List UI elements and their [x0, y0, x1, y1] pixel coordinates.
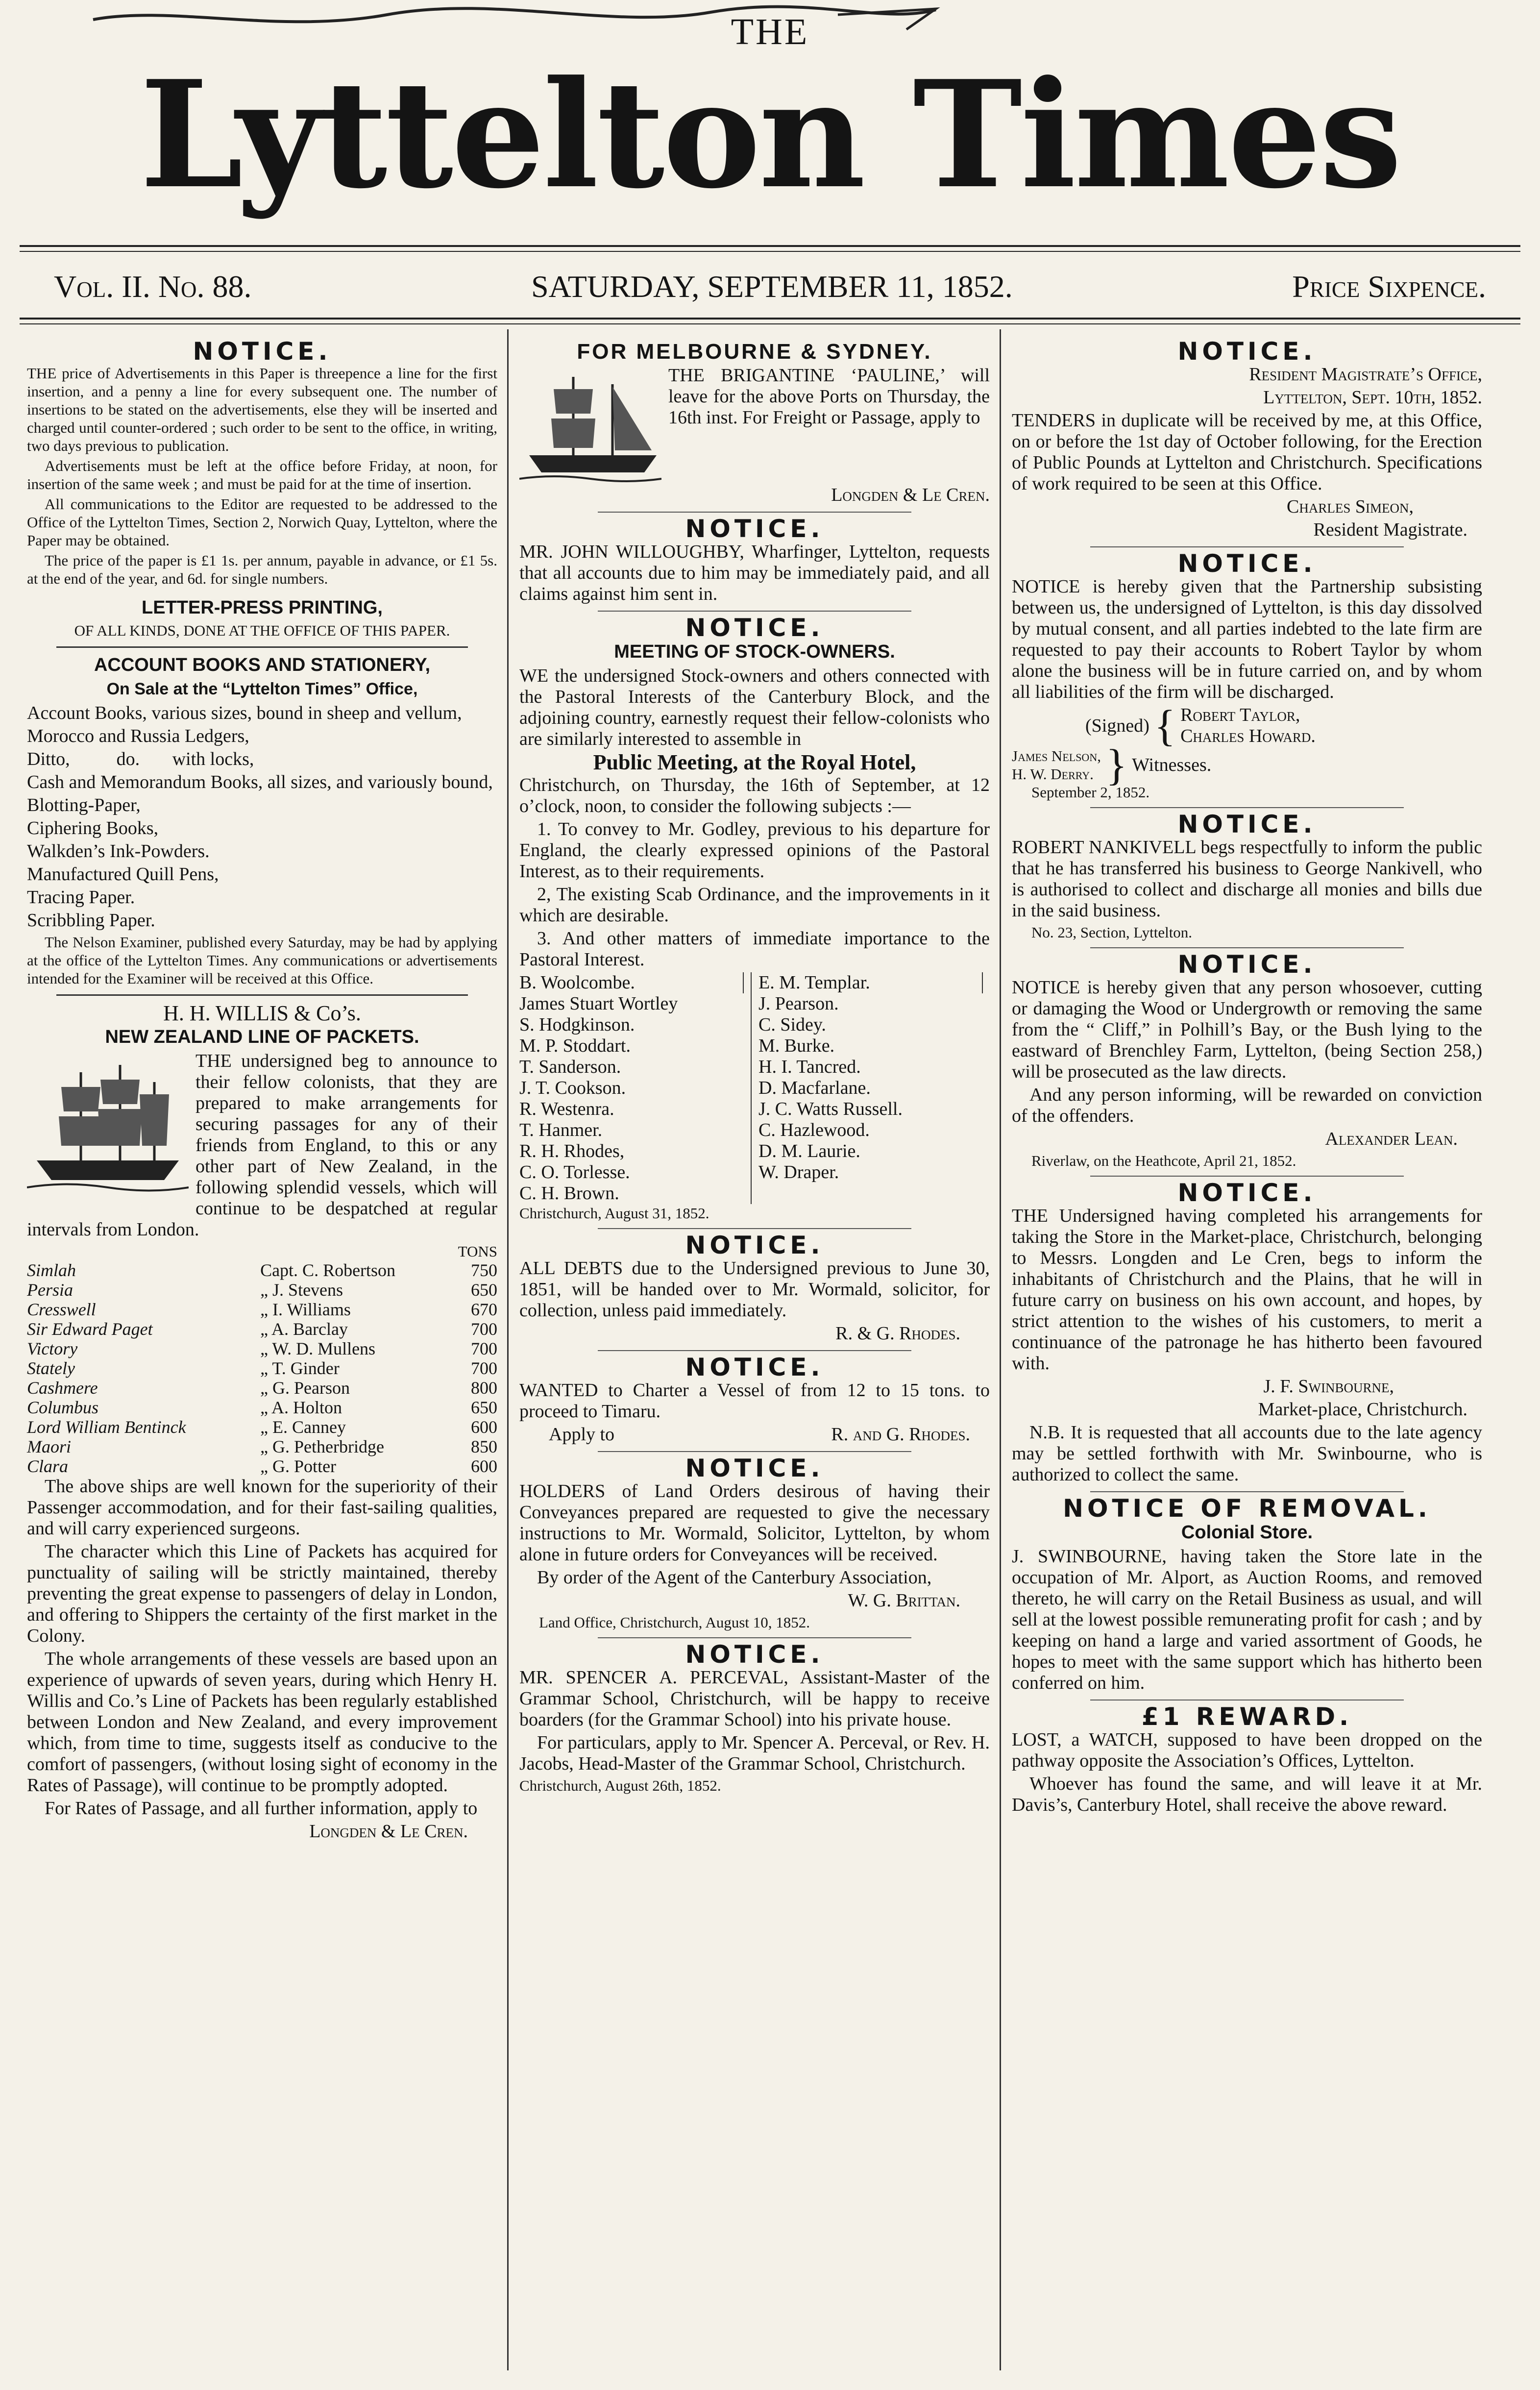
reward-heading: £1 REWARD.: [1141, 1702, 1353, 1731]
signatory-name: C. Hazlewood.: [758, 1120, 870, 1140]
separator: [1090, 1491, 1404, 1492]
list-item: Morocco and Russia Ledgers,: [27, 726, 249, 746]
nankivell-address: No. 23, Section, Lyttelton.: [1031, 924, 1193, 941]
books-heading: ACCOUNT BOOKS AND STATIONERY,: [94, 655, 431, 675]
stock-owners-heading: MEETING OF STOCK-OWNERS.: [614, 641, 895, 662]
signatory-name: James Stuart Wortley: [519, 993, 678, 1014]
signatory-name: J. T. Cookson.: [519, 1078, 626, 1098]
signatory-name: J. Pearson.: [758, 993, 839, 1014]
column-divider: [507, 329, 509, 2370]
list-item: Scribbling Paper.: [27, 910, 155, 931]
separator: [598, 1637, 911, 1638]
list-item: Ciphering Books,: [27, 818, 159, 838]
sailing-ship-icon: [27, 1053, 189, 1200]
issue-price: Price Sixpence.: [1292, 269, 1486, 304]
store-signature: J. F. Swinbourne,: [1263, 1376, 1394, 1397]
willoughby-notice: MR. JOHN WILLOUGHBY, Wharfinger, Lyttelton, requests that all accounts due to him may be immediately paid, and all claims against him sent in.: [519, 542, 990, 604]
fleet-tons: 700: [471, 1339, 497, 1358]
list-item: Account Books, various sizes, bound in sheep and vellum,: [27, 703, 462, 723]
printing-subheading: OF ALL KINDS, DONE AT THE OFFICE OF THIS PAPER.: [74, 622, 450, 639]
separator: [1090, 1176, 1404, 1177]
willis-character-paragraph: The character which this Line of Packets has acquired for punctuality of sailing will be strictly maintained, thereby preventing the great expense to passengers of delay in London, and offering to Shippers the certainty of the first market in the Colony.: [27, 1541, 497, 1646]
notice-heading: NOTICE.: [685, 1231, 824, 1259]
separator: [598, 512, 911, 513]
editor-communications: All communications to the Editor are requested to be addressed to the Office of the Lyttelton Times, Section 2, Norwich Quay, Lyttelton, where the Paper may be obtained.: [27, 495, 497, 549]
fleet-row: [27, 1358, 497, 1378]
wood-notice: NOTICE is hereby given that any person whosoever, cutting or damaging the Wood or Undergrowth or removing the same from the “ Cliff,” in Polhill’s Bay, or the Bush lying to the eastward of Brenchley Farm, Lyttelton, (being Section 258,) will be prosecuted as the law directs.: [1012, 977, 1482, 1082]
separator: [1090, 807, 1404, 808]
signatory-name: D. M. Laurie.: [758, 1141, 860, 1161]
debts-notice: ALL DEBTS due to the Undersigned previous to June 30, 1851, will be handed over to Mr. Wormald, solicitor, for collection, unless paid immediately.: [519, 1258, 990, 1321]
separator: [1090, 947, 1404, 948]
fleet-captain: „ E. Canney: [260, 1417, 346, 1437]
fleet-captain: „ G. Petherbridge: [260, 1437, 384, 1456]
tenders-signature: Charles Simeon,: [1287, 496, 1414, 517]
wood-signature: Alexander Lean.: [1325, 1129, 1458, 1149]
separator: [598, 1451, 911, 1452]
notice-heading: NOTICE.: [1177, 337, 1317, 366]
masthead-title: Lyttelton Times: [140, 48, 1400, 221]
brace-glyph: {: [1154, 701, 1176, 750]
perceval-notice: MR. SPENCER A. PERCEVAL, Assistant-Master of the Grammar School, Christchurch, will be happy to receive boarders (for the Grammar School) into his private house.: [519, 1667, 990, 1730]
magistrate-office: Resident Magistrate’s Office,: [1249, 364, 1482, 385]
fleet-row: [27, 1417, 497, 1437]
fleet-tons: 700: [471, 1358, 497, 1378]
masthead-rule: [20, 245, 1520, 247]
separator: [56, 646, 468, 648]
signatory-name: R. H. Rhodes,: [519, 1141, 625, 1161]
land-orders-date: Land Office, Christchurch, August 10, 1852.: [539, 1614, 810, 1631]
fleet-row: [27, 1339, 497, 1358]
separator: [598, 1350, 911, 1351]
fleet-captain: „ G. Potter: [260, 1456, 337, 1476]
fleet-captain: „ A. Holton: [260, 1398, 342, 1417]
witnesses-label: Witnesses.: [1132, 754, 1212, 775]
land-orders-authority: By order of the Agent of the Canterbury Association,: [537, 1567, 932, 1588]
willis-signature: Longden & Le Cren.: [309, 1821, 468, 1842]
fleet-row: [27, 1437, 497, 1456]
column-divider: [1000, 329, 1001, 2370]
masthead-rule-thin: [20, 251, 1520, 252]
signatory-name: C. Sidey.: [758, 1014, 826, 1035]
signed-label: (Signed): [1085, 715, 1149, 736]
partner-name: Robert Taylor,: [1180, 705, 1300, 725]
signatories: [519, 972, 990, 1204]
fleet-captain: „ I. Williams: [260, 1300, 351, 1319]
land-orders-signature: W. G. Brittan.: [848, 1590, 960, 1611]
brace-glyph: }: [1105, 740, 1127, 789]
fleet-ship-name: Columbus: [27, 1398, 99, 1417]
melbourne-heading: FOR MELBOURNE & SYDNEY.: [577, 340, 932, 364]
partner-name: Charles Howard.: [1180, 726, 1316, 746]
debts-signature: R. & G. Rhodes.: [835, 1323, 960, 1344]
books-list: [27, 703, 497, 931]
fleet-captain: „ G. Pearson: [260, 1378, 350, 1398]
lost-watch-notice: LOST, a WATCH, supposed to have been dropped on the pathway opposite the Association’s Offices, Lyttelton.: [1012, 1729, 1482, 1771]
signatory-name: D. Macfarlane.: [758, 1078, 871, 1098]
signatory-name: T. Sanderson.: [519, 1057, 621, 1077]
willis-announcement: THE undersigned beg to announce to their fellow colonists, that they are prepared to make arrangements for securing passages for any of their friends from England, to this or any other part of New Zealand, in the following splendid vessels, which will continue to be despatched at regular intervals from London.: [27, 1051, 497, 1240]
signatory-name: T. Hanmer.: [519, 1120, 603, 1140]
stock-owners-request: WE the undersigned Stock-owners and others connected with the Pastoral Interests of the Canterbury Block, and the adjoining country, earnestly request their fellow-colonists who are similarly interested to assemble in: [519, 665, 990, 749]
notice-heading: NOTICE.: [1177, 549, 1317, 578]
signatory-name: M. P. Stoddart.: [519, 1035, 631, 1056]
willis-subheading: NEW ZEALAND LINE OF PACKETS.: [105, 1027, 419, 1047]
meeting-details: Christchurch, on Thursday, the 16th of September, at 12 o’clock, noon, to consider the following subjects :—: [519, 775, 990, 816]
fleet-tons: 750: [471, 1260, 497, 1280]
fleet-ship-name: Victory: [27, 1339, 78, 1358]
notice-heading: NOTICE.: [193, 337, 332, 366]
lost-watch-reward: Whoever has found the same, and will leave it at Mr. Davis’s, Canterbury Hotel, shall receive the above reward.: [1012, 1774, 1482, 1815]
tenders-signature-title: Resident Magistrate.: [1313, 519, 1467, 540]
meeting-subject: 2, The existing Scab Ordinance, and the improvements in it which are desirable.: [519, 884, 990, 926]
removal-notice: J. SWINBOURNE, having taken the Store late in the occupation of Mr. Alport, as Auction Rooms, and removed thereto, he will carry on the Retail Business as usual, and will sell at the lowest possible remunerating profit for cash ; and by keeping on hand a large and varied assortment of Goods, he hopes to meet with the same support which has hitherto been conferred on him.: [1012, 1546, 1482, 1693]
fleet-row: [27, 1260, 497, 1280]
separator: [56, 994, 468, 996]
signatory-name: M. Burke.: [758, 1035, 835, 1056]
fleet-captain: Capt. C. Robertson: [260, 1260, 396, 1280]
tons-label: TONS: [458, 1243, 497, 1260]
column-2: [519, 338, 990, 1797]
willis-heading: H. H. WILLIS & Co’s.: [163, 1001, 361, 1025]
fleet-tons: 800: [471, 1378, 497, 1398]
volume-number: Vol. II. No. 88.: [54, 269, 252, 304]
land-orders-notice: HOLDERS of Land Orders desirous of having their Conveyances prepared are requested to give the necessary instructions to Mr. Wormald, Solicitor, Lyttelton, by whom alone in future orders for Conveyances will be received.: [519, 1481, 990, 1565]
fleet-tons: 670: [471, 1300, 497, 1319]
perceval-particulars: For particulars, apply to Mr. Spencer A. Perceval, or Rev. H. Jacobs, Head-Master of the Grammar School, Christchurch.: [519, 1732, 990, 1774]
separator: [598, 1228, 911, 1229]
removal-heading: NOTICE OF REMOVAL.: [1063, 1494, 1431, 1523]
fleet-row: [27, 1456, 497, 1476]
notice-heading: NOTICE.: [1177, 810, 1317, 838]
list-item: Ditto, do. with locks,: [27, 749, 254, 769]
meeting-subject: 1. To convey to Mr. Godley, previous to his departure for England, the clearly expressed opinions of the Pastoral Interest, as to their requirements.: [519, 819, 990, 882]
info-rule-thin: [20, 323, 1520, 324]
signatory-name: W. Draper.: [758, 1162, 839, 1183]
fleet-captain: „ T. Ginder: [260, 1358, 340, 1378]
fleet-ship-name: Maori: [27, 1437, 71, 1456]
advert-deadline: Advertisements must be left at the office before Friday, at noon, for insertion of the same week ; and must be paid for at the time of insertion.: [27, 457, 497, 493]
signatory-name: C. H. Brown.: [519, 1183, 619, 1204]
wood-reward: And any person informing, will be rewarded on conviction of the offenders.: [1012, 1084, 1482, 1126]
partnership-notice: NOTICE is hereby given that the Partnership subsisting between us, the undersigned of Lyttelton, is this day dissolved by mutual consent, and all parties indebted to the late firm are requested to pay their accounts to Robert Taylor by whom alone the business will be in future carried on, and by whom all liabilities of the firm will be discharged.: [1012, 576, 1482, 702]
fleet-table: [27, 1260, 497, 1476]
melbourne-notice: THE BRIGANTINE ‘PAULINE,’ will leave for the above Ports on Thursday, the 16th inst. For Freight or Passage, apply to: [668, 365, 990, 428]
willis-ships-paragraph: The above ships are well known for the superiority of their Passenger accommodation, and for their fast-sailing qualities, and will carry experienced surgeons.: [27, 1476, 497, 1539]
fleet-ship-name: Cashmere: [27, 1378, 98, 1398]
public-meeting: Public Meeting, at the Royal Hotel,: [593, 750, 916, 774]
list-item: Manufactured Quill Pens,: [27, 864, 219, 885]
signatories-right: [758, 972, 990, 1204]
fleet-row: [27, 1280, 497, 1300]
partnership-signed: [1012, 701, 1482, 750]
notice-heading: NOTICE.: [685, 1353, 824, 1381]
charter-apply-label: Apply to: [549, 1424, 615, 1445]
list-item: Cash and Memorandum Books, all sizes, and variously bound,: [27, 772, 493, 792]
issue-date: SATURDAY, SEPTEMBER 11, 1852.: [531, 269, 1013, 304]
willis-arrangements-paragraph: The whole arrangements of these vessels are based upon an experience of upwards of seven years, during which Henry H. Willis and Co.’s Line of Packets has been regularly established between London and New Zealand, and every improvement which, from time to time, suggests itself as conducive to the comfort of passengers, (without losing sight of economy in the Rates of Passage), will continue to be promptly adopted.: [27, 1649, 497, 1796]
fleet-tons: 600: [471, 1456, 497, 1476]
info-rule: [20, 318, 1520, 320]
wood-date: Riverlaw, on the Heathcote, April 21, 1852.: [1031, 1152, 1296, 1169]
witness-name: H. W. Derry.: [1012, 765, 1094, 783]
partnership-names: [1180, 705, 1316, 747]
printing-heading: LETTER-PRESS PRINTING,: [142, 597, 383, 618]
column-3: [1012, 338, 1482, 1818]
notice-heading: NOTICE.: [685, 1454, 824, 1482]
fleet-tons: 850: [471, 1437, 497, 1456]
fleet-captain: „ W. D. Mullens: [260, 1339, 376, 1358]
notice-heading: NOTICE.: [685, 1640, 824, 1669]
magistrate-office-date: Lyttelton, Sept. 10th, 1852.: [1263, 387, 1482, 408]
signatory-name: S. Hodgkinson.: [519, 1014, 635, 1035]
notice-heading: NOTICE.: [1177, 950, 1317, 979]
witness-names: [1012, 747, 1101, 783]
partnership-date: September 2, 1852.: [1031, 784, 1150, 801]
fleet-row: [27, 1300, 497, 1319]
fleet-ship-name: Simlah: [27, 1260, 76, 1280]
store-notice: THE Undersigned having completed his arrangements for taking the Store in the Market-place, Christchurch, belonging to Messrs. Longden and Le Cren, begs to inform the inhabitants of Christchurch and the Plains, that he will in future carry on business on his own account, and hopes, by strict attention to the wishes of his customers, to merit a continuance of the patronage he has hitherto been favoured with.: [1012, 1206, 1482, 1374]
stock-owners-date: Christchurch, August 31, 1852.: [519, 1205, 709, 1222]
witness-name: James Nelson,: [1012, 747, 1101, 764]
signatory-name: R. Westenra.: [519, 1099, 614, 1119]
nankivell-notice: ROBERT NANKIVELL begs respectfully to inform the public that he has transferred his business to George Nankivell, who is authorised to collect and discharge all monies and bills due in the said business.: [1012, 837, 1482, 921]
melbourne-signature: Longden & Le Cren.: [831, 485, 990, 505]
fleet-ship-name: Stately: [27, 1358, 75, 1378]
fleet-captain: „ J. Stevens: [260, 1280, 343, 1300]
charter-notice: WANTED to Charter a Vessel of from 12 to 15 tons. to proceed to Timaru.: [519, 1380, 990, 1422]
fleet-row: [27, 1378, 497, 1398]
fleet-tons: 650: [471, 1280, 497, 1300]
meeting-subject: 3. And other matters of immediate importance to the Pastoral Interest.: [519, 928, 990, 970]
fleet-tons: 600: [471, 1417, 497, 1437]
willis-rates-paragraph: For Rates of Passage, and all further information, apply to: [45, 1798, 478, 1819]
signatory-name: C. O. Torlesse.: [519, 1162, 630, 1183]
fleet-ship-name: Clara: [27, 1456, 69, 1476]
list-item: Walkden’s Ink-Powders.: [27, 841, 210, 862]
partnership-witnesses: [1012, 740, 1482, 789]
list-item: Tracing Paper.: [27, 887, 135, 908]
fleet-ship-name: Persia: [27, 1280, 73, 1300]
fleet-row: [27, 1398, 497, 1417]
signatories-left: [519, 972, 752, 1204]
signatory-name: E. M. Templar.: [758, 972, 983, 993]
fleet-row: [27, 1319, 497, 1339]
advert-terms: THE price of Advertisements in this Paper is threepence a line for the first insertion, and a penny a line for every subsequent one. The number of insertions to be stated on the advertisements, else they will be inserted and charged until counter-ordered ; such order to be sent to the office, in writing, two days previous to publication.: [27, 365, 497, 454]
brigantine-icon: [519, 367, 661, 485]
fleet-ship-name: Lord William Bentinck: [27, 1417, 186, 1437]
signatory-name: H. I. Tancred.: [758, 1057, 861, 1077]
fleet-ship-name: Sir Edward Paget: [27, 1319, 153, 1339]
notice-heading: NOTICE.: [685, 614, 824, 642]
charter-signature: R. and G. Rhodes.: [831, 1424, 970, 1445]
perceval-date: Christchurch, August 26th, 1852.: [519, 1777, 721, 1794]
removal-subheading: Colonial Store.: [1181, 1522, 1313, 1543]
fleet-ship-name: Cresswell: [27, 1300, 96, 1319]
notice-heading: NOTICE.: [685, 515, 824, 543]
books-subheading: On Sale at the “Lyttelton Times” Office,: [106, 680, 418, 698]
separator: [598, 611, 911, 612]
separator: [1090, 546, 1404, 547]
fleet-tons: 700: [471, 1319, 497, 1339]
charter-apply: [519, 1424, 990, 1445]
tenders-notice: TENDERS in duplicate will be received by me, at this Office, on or before the 1st day of October following, for the Erection of Public Pounds at Lyttelton and Christchurch. Specifications of work required to be seen at this Office.: [1012, 410, 1482, 494]
signatory-name: B. Woolcombe.: [519, 972, 744, 993]
fleet-captain: „ A. Barclay: [260, 1319, 348, 1339]
column-1: [27, 338, 497, 1844]
store-signature-address: Market-place, Christchurch.: [1258, 1399, 1467, 1420]
notice-heading: NOTICE.: [1177, 1179, 1317, 1207]
masthead-the: THE: [731, 11, 809, 52]
store-nb: N.B. It is requested that all accounts due to the late agency may be settled forthwith with Mr. Swinbourne, who is authorized to collect the same.: [1012, 1422, 1482, 1485]
info-bar: [20, 260, 1520, 314]
fleet-tons: 650: [471, 1398, 497, 1417]
paper-price: The price of the paper is £1 1s. per annum, payable in advance, or £1 5s. at the end of the year, and 6d. for single numbers.: [27, 552, 497, 587]
signatory-name: J. C. Watts Russell.: [758, 1099, 903, 1119]
list-item: Blotting-Paper,: [27, 795, 141, 815]
examiner-notice: The Nelson Examiner, published every Saturday, may be had by applying at the office of the Lyttelton Times. Any communications or advertisements intended for the Examiner will be received at this Office.: [27, 934, 497, 987]
